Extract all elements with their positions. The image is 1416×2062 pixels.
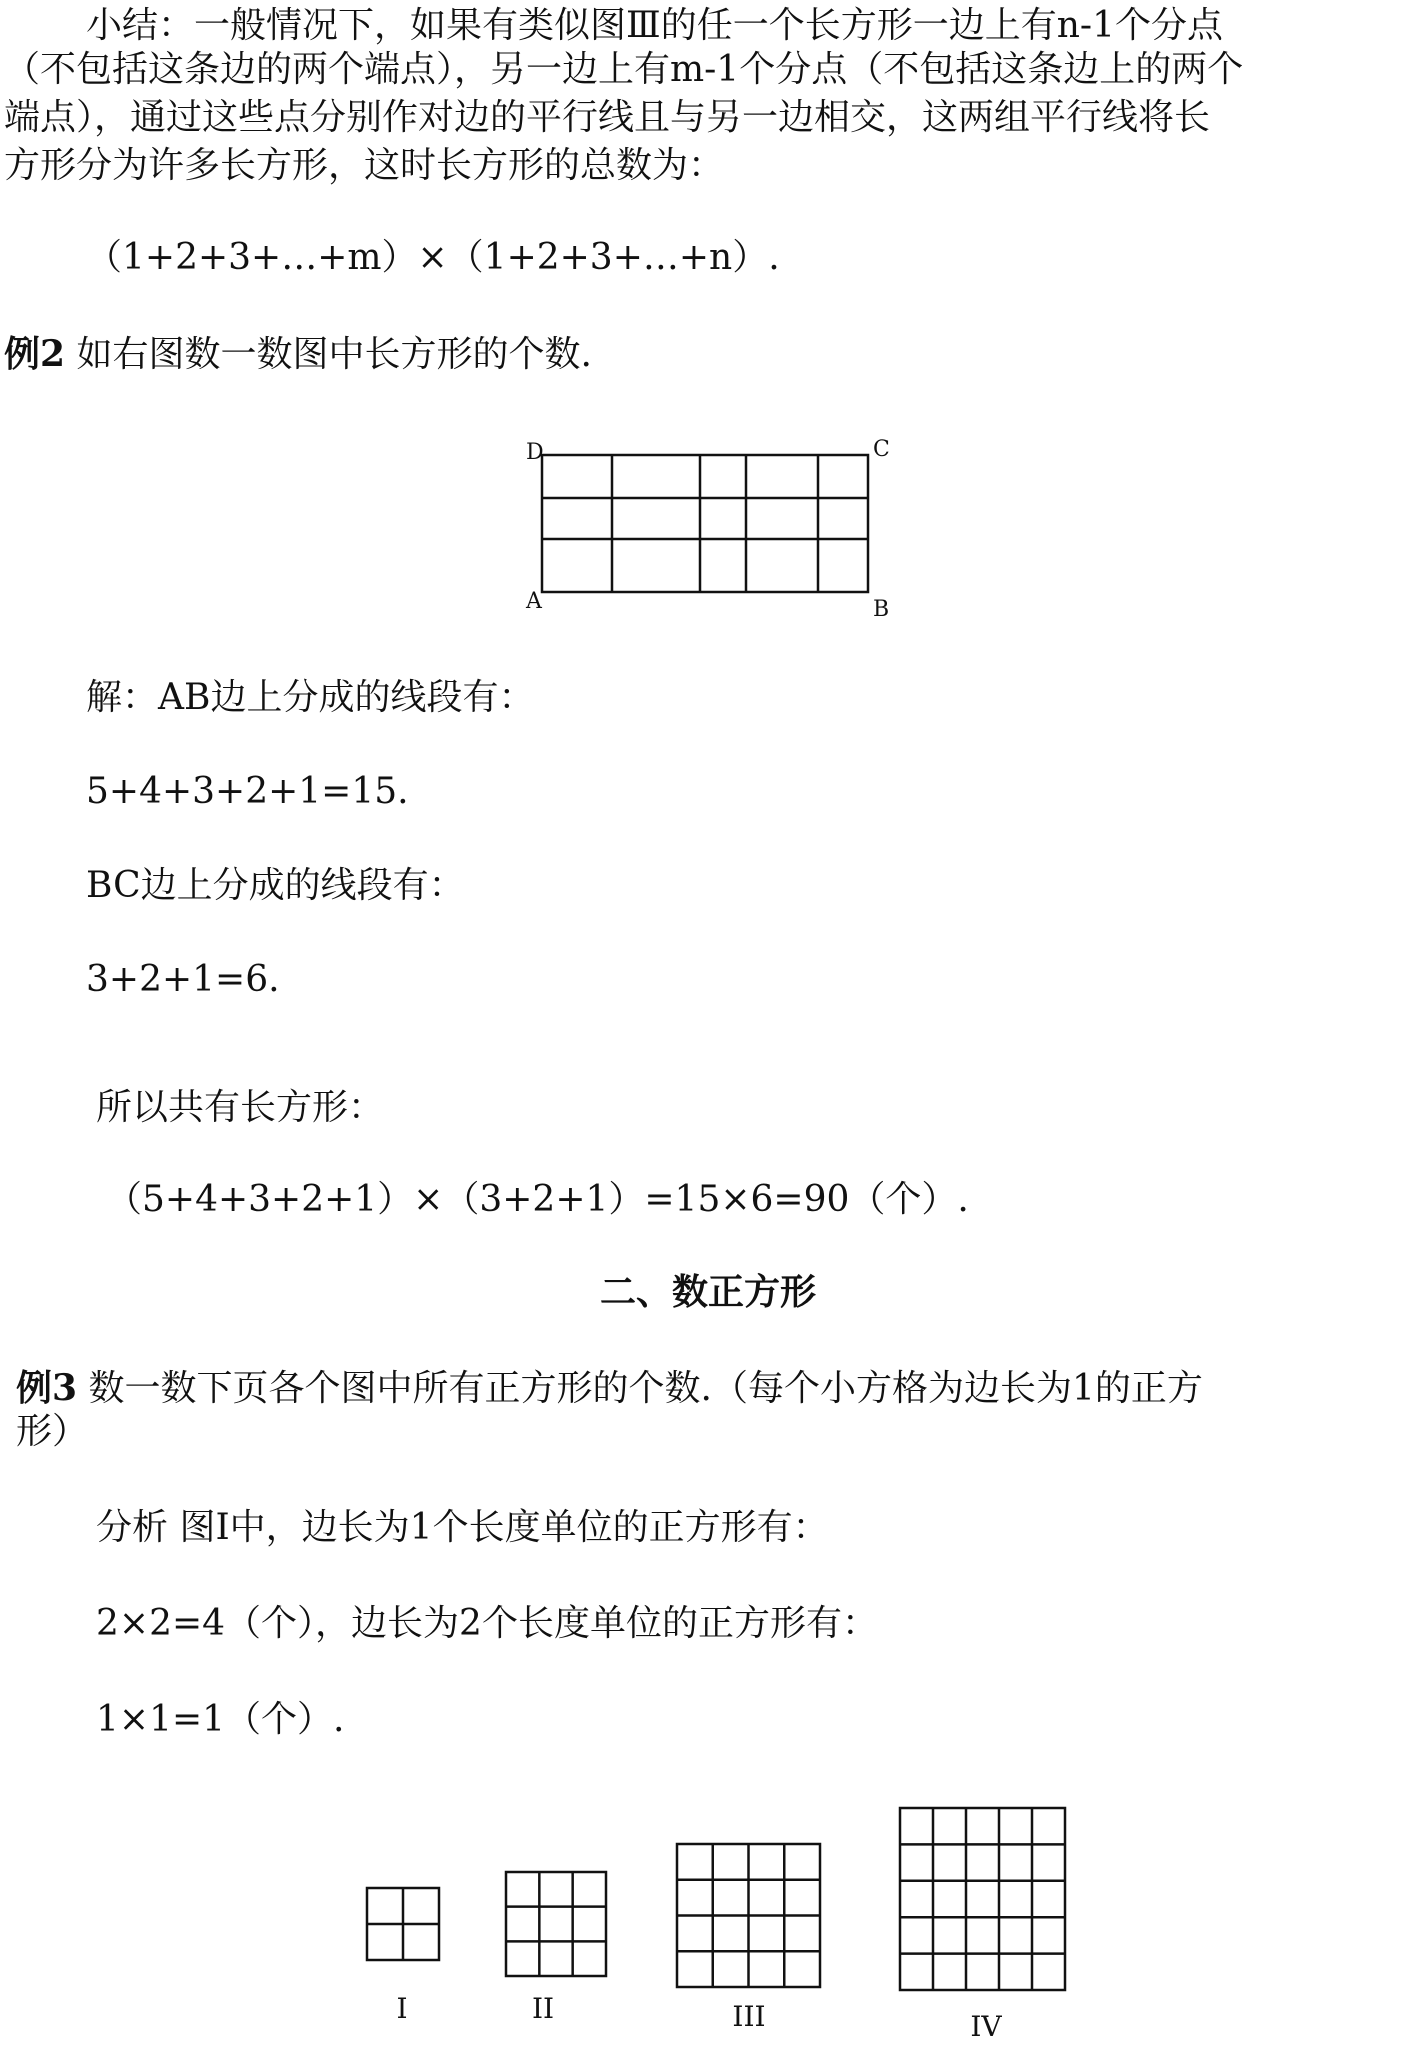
grid-border xyxy=(506,1872,606,1976)
corner-c-label: C xyxy=(873,437,890,462)
example2-text: 如右图数一数图中长方形的个数. xyxy=(76,334,592,375)
example3-heading xyxy=(16,1366,1203,1411)
corner-a-label: A xyxy=(526,589,542,614)
grid-label-3: III xyxy=(732,2000,766,2033)
analysis-line-3: 1×1=1（个）. xyxy=(96,1699,345,1740)
summary-formula: （1+2+3+…+m）×（1+2+3+…+n）. xyxy=(86,237,780,278)
grid-border xyxy=(677,1844,820,1987)
summary-line-4: 方形分为许多长方形，这时长方形的总数为： xyxy=(4,145,725,186)
solution-line-5: 所以共有长方形： xyxy=(96,1087,385,1128)
solution-line-3: BC边上分成的线段有： xyxy=(86,865,465,906)
summary-line-3: 端点），通过这些点分别作对边的平行线且与另一边相交，这两组平行线将长 xyxy=(4,97,1211,138)
grid-label-4: IV xyxy=(970,2010,1002,2043)
example3-text-continued: 形） xyxy=(16,1411,89,1452)
example2-label: 例2 xyxy=(4,333,66,375)
grid-label-2: II xyxy=(531,1992,555,2025)
grid-figure-4 xyxy=(900,1808,1065,1990)
summary-line-2: （不包括这条边的两个端点），另一边上有m-1个分点（不包括这条边上的两个 xyxy=(4,49,1244,90)
rectangle-grid xyxy=(542,455,868,592)
solution-line-6: （5+4+3+2+1）×（3+2+1）=15×6=90（个）. xyxy=(106,1179,969,1220)
solution-line-2: 5+4+3+2+1=15. xyxy=(86,771,409,812)
corner-d-label: D xyxy=(526,440,544,465)
example3-text: 数一数下页各个图中所有正方形的个数.（每个小方格为边长为1的正方 xyxy=(88,1368,1203,1409)
corner-b-label: B xyxy=(873,597,890,622)
analysis-line-1: 分析 图Ⅰ中，边长为1个长度单位的正方形有： xyxy=(96,1507,829,1548)
grid-figure-3 xyxy=(677,1844,820,1987)
section-title: 二、数正方形 xyxy=(599,1271,816,1313)
example3-label: 例3 xyxy=(16,1367,78,1409)
grid-figure-1 xyxy=(367,1888,439,1960)
solution-line-4: 3+2+1=6. xyxy=(86,959,280,1000)
solution-line-1: 解：AB边上分成的线段有： xyxy=(86,677,535,718)
example2-heading xyxy=(4,332,592,377)
grid-label-1: I xyxy=(396,1992,408,2025)
grid-border xyxy=(900,1808,1065,1990)
analysis-line-2: 2×2=4（个），边长为2个长度单位的正方形有： xyxy=(96,1603,878,1644)
summary-line-1: 小结：一般情况下，如果有类似图Ⅲ的任一个长方形一边上有n-1个分点 xyxy=(86,5,1223,46)
grid-figure-2 xyxy=(506,1872,606,1976)
grid-border xyxy=(367,1888,439,1960)
